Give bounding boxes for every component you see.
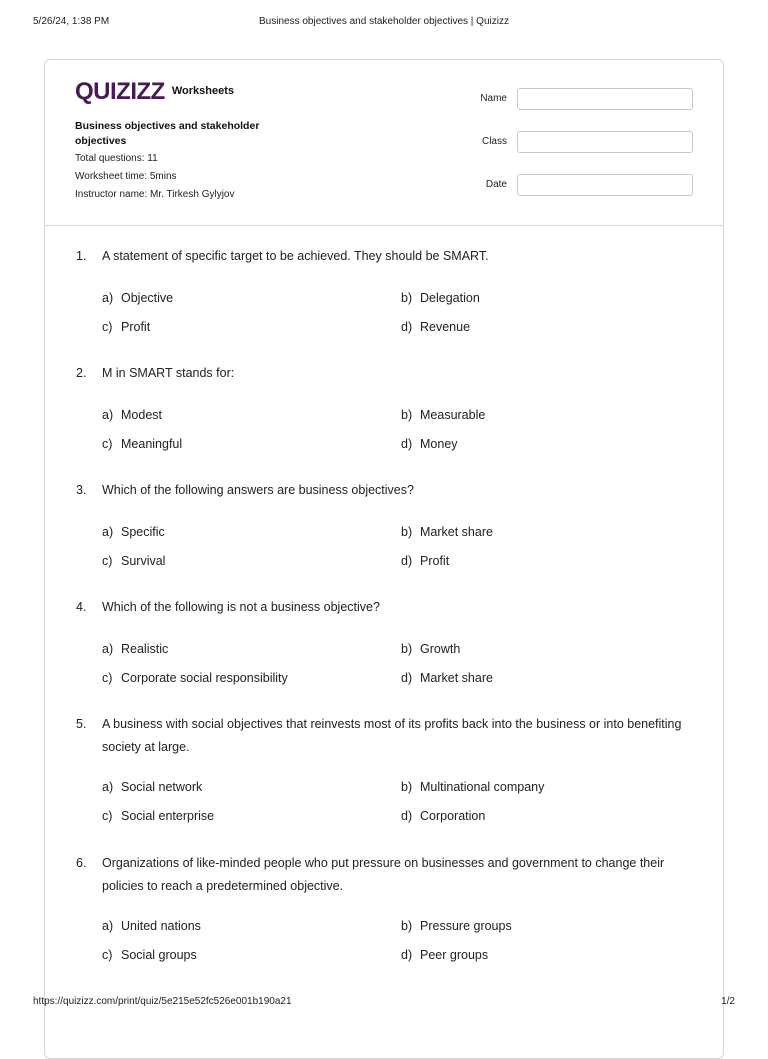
question-number: 4. bbox=[76, 600, 87, 614]
option-text: Pressure groups bbox=[420, 919, 512, 933]
question-text: Which of the following is not a business objective? bbox=[102, 600, 380, 614]
question-text: Which of the following answers are business objectives? bbox=[102, 483, 414, 497]
answer-option bbox=[102, 779, 202, 795]
option-letter: b) bbox=[401, 919, 413, 933]
date-field[interactable] bbox=[517, 174, 693, 196]
option-text: Peer groups bbox=[420, 948, 489, 962]
class-field[interactable] bbox=[517, 131, 693, 153]
option-text: Corporation bbox=[420, 809, 486, 823]
option-text: Meaningful bbox=[121, 436, 183, 451]
question-2 bbox=[76, 362, 696, 451]
answer-option bbox=[102, 808, 214, 824]
option-letter: a) bbox=[102, 290, 114, 305]
answer-option bbox=[102, 407, 162, 423]
option-text: Specific bbox=[121, 524, 165, 539]
option-letter: b) bbox=[401, 290, 413, 305]
answer-option bbox=[401, 290, 480, 306]
answer-option bbox=[102, 641, 168, 657]
option-text: Objective bbox=[121, 290, 174, 305]
print-page-title: Business objectives and stakeholder objectives | Quizizz bbox=[259, 16, 509, 27]
question-6 bbox=[76, 852, 696, 962]
option-letter: a) bbox=[102, 919, 114, 933]
question-number: 3. bbox=[76, 483, 87, 497]
option-text: Realistic bbox=[121, 641, 169, 656]
option-letter: a) bbox=[102, 407, 114, 422]
option-text: United nations bbox=[121, 919, 201, 933]
answer-option bbox=[401, 947, 488, 963]
logo-wordmark: QUIZIZZ bbox=[75, 78, 165, 105]
print-url: https://quizizz.com/print/quiz/5e215e52fc526e001b190a21 bbox=[33, 996, 292, 1007]
option-letter: c) bbox=[102, 670, 113, 685]
option-letter: d) bbox=[401, 670, 413, 685]
option-letter: d) bbox=[401, 809, 413, 823]
answer-option bbox=[401, 436, 458, 452]
question-3 bbox=[76, 479, 696, 568]
answer-option bbox=[102, 319, 150, 335]
question-number: 1. bbox=[76, 249, 87, 263]
question-stem bbox=[76, 596, 696, 619]
question-stem bbox=[76, 852, 696, 897]
answer-option bbox=[401, 808, 485, 824]
option-letter: c) bbox=[102, 553, 113, 568]
class-label: Class bbox=[481, 136, 507, 147]
page-number: 1/2 bbox=[721, 996, 735, 1007]
option-text: Survival bbox=[121, 553, 166, 568]
option-letter: d) bbox=[401, 553, 413, 568]
question-1 bbox=[76, 245, 696, 334]
option-text: Money bbox=[420, 436, 458, 451]
option-letter: c) bbox=[102, 319, 113, 334]
question-4 bbox=[76, 596, 696, 685]
question-text: Organizations of like-minded people who put pressure on businesses and government to change their policies to reach a predetermined objective. bbox=[102, 856, 665, 893]
name-field[interactable] bbox=[517, 88, 693, 110]
option-letter: d) bbox=[401, 319, 413, 334]
date-label: Date bbox=[485, 179, 507, 190]
worksheet bbox=[44, 59, 724, 1059]
print-header bbox=[33, 16, 735, 30]
question-text: A business with social objectives that reinvests most of its profits back into the business or into benefiting society at large. bbox=[102, 717, 682, 754]
option-letter: b) bbox=[401, 641, 413, 656]
option-text: Modest bbox=[121, 407, 162, 422]
print-datetime: 5/26/24, 1:38 PM bbox=[33, 16, 110, 27]
question-stem bbox=[76, 245, 696, 268]
answer-option bbox=[401, 918, 512, 934]
option-letter: b) bbox=[401, 407, 413, 422]
option-text: Market share bbox=[420, 670, 493, 685]
answer-option bbox=[102, 918, 201, 934]
option-letter: a) bbox=[102, 524, 114, 539]
quizizz-logo bbox=[75, 79, 234, 105]
question-text: A statement of specific target to be achieved. They should be SMART. bbox=[102, 249, 489, 263]
option-text: Measurable bbox=[420, 407, 486, 422]
option-letter: d) bbox=[401, 948, 413, 962]
option-text: Market share bbox=[420, 524, 493, 539]
answer-option bbox=[401, 553, 449, 569]
option-text: Profit bbox=[121, 319, 151, 334]
option-text: Corporate social responsibility bbox=[121, 670, 288, 685]
name-label: Name bbox=[480, 93, 507, 104]
question-5 bbox=[76, 713, 696, 823]
option-text: Social enterprise bbox=[121, 809, 215, 823]
question-text: M in SMART stands for: bbox=[102, 366, 235, 380]
answer-option bbox=[102, 290, 173, 306]
answer-option bbox=[102, 524, 165, 540]
option-letter: a) bbox=[102, 641, 114, 656]
option-letter: c) bbox=[102, 809, 113, 823]
option-text: Social network bbox=[121, 780, 203, 794]
logo-subtitle: Worksheets bbox=[171, 85, 234, 97]
question-stem bbox=[76, 713, 696, 758]
question-stem bbox=[76, 479, 696, 502]
option-letter: b) bbox=[401, 524, 413, 539]
option-text: Profit bbox=[420, 553, 450, 568]
total-questions: Total questions: 11 bbox=[75, 153, 158, 164]
answer-option bbox=[102, 670, 288, 686]
option-letter: c) bbox=[102, 948, 113, 962]
answer-option bbox=[401, 779, 544, 795]
answer-option bbox=[401, 524, 493, 540]
answer-option bbox=[401, 319, 470, 335]
instructor-name: Instructor name: Mr. Tirkesh Gylyjov bbox=[75, 189, 235, 200]
option-letter: b) bbox=[401, 780, 413, 794]
answer-option bbox=[401, 407, 485, 423]
option-text: Revenue bbox=[420, 319, 471, 334]
answer-option bbox=[102, 436, 182, 452]
question-number: 5. bbox=[76, 717, 87, 731]
worksheet-time: Worksheet time: 5mins bbox=[75, 171, 177, 182]
option-letter: d) bbox=[401, 436, 413, 451]
answer-option bbox=[102, 553, 165, 569]
option-text: Delegation bbox=[420, 290, 480, 305]
option-text: Social groups bbox=[121, 948, 197, 962]
option-letter: a) bbox=[102, 780, 114, 794]
option-letter: c) bbox=[102, 436, 113, 451]
question-stem bbox=[76, 362, 696, 385]
worksheet-title: Business objectives and stakeholder objectives bbox=[75, 120, 260, 147]
answer-option bbox=[102, 947, 197, 963]
question-number: 2. bbox=[76, 366, 87, 380]
worksheet-header bbox=[45, 60, 723, 226]
question-number: 6. bbox=[76, 856, 87, 870]
answer-option bbox=[401, 670, 493, 686]
answer-option bbox=[401, 641, 460, 657]
option-text: Multinational company bbox=[420, 780, 545, 794]
option-text: Growth bbox=[420, 641, 461, 656]
